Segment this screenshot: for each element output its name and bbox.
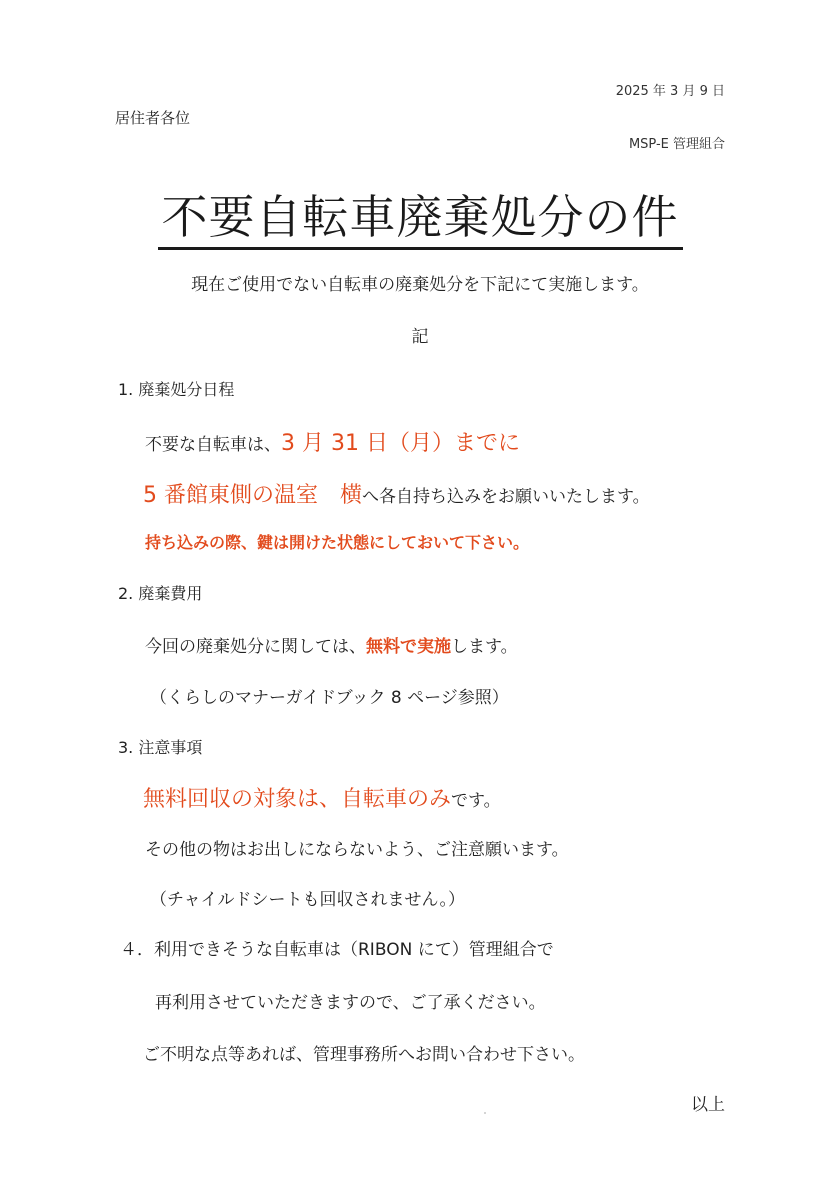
- page-title: [0, 190, 840, 250]
- section1-line2: [143, 478, 650, 509]
- section4-line2: 再利用させていただきますので、ご了承ください。: [155, 993, 546, 1013]
- section3-scope: 無料回収の対象は、自転車のみ: [143, 787, 452, 812]
- scan-speck: [484, 1112, 486, 1114]
- section2-line1-suffix: します。: [451, 637, 518, 657]
- section2-heading: 2. 廃棄費用: [118, 584, 203, 603]
- section2-line1: [145, 632, 518, 657]
- section3-line2: その他の物はお出しにならないよう、ご注意願います。: [145, 840, 569, 860]
- section1-heading: 1. 廃棄処分日程: [118, 380, 235, 399]
- section1-note: 持ち込みの際、鍵は開けた状態にしておいて下さい。: [145, 533, 530, 552]
- contact-text: ご不明な点等あれば、管理事務所へお問い合わせ下さい。: [143, 1045, 585, 1065]
- closing-text: 以上: [691, 1095, 725, 1115]
- section2-line1-prefix: 今回の廃棄処分に関しては、: [145, 637, 366, 657]
- section3-line1-suffix: です。: [451, 791, 501, 811]
- ki-marker: 記: [411, 327, 429, 347]
- section1-line1-prefix: 不要な自転車は、: [145, 435, 281, 455]
- section4-line1: ４．利用できそうな自転車は（RIBON にて）管理組合で: [120, 940, 554, 960]
- page-title-text: 不要自転車廃棄処分の件: [158, 192, 683, 250]
- issue-date: 2025 年 3 月 9 日: [615, 84, 725, 99]
- section3-line1: [143, 782, 501, 813]
- intro-text: 現在ご使用でない自転車の廃棄処分を下記にて実施します。: [191, 275, 649, 295]
- section2-reference: （くらしのマナーガイドブック 8 ページ参照）: [150, 688, 509, 708]
- recipients: 居住者各位: [115, 109, 191, 127]
- section1-line1: [145, 426, 520, 457]
- section1-deadline: 3 月 31 日（月）までに: [281, 431, 520, 456]
- section2-free-label: 無料で実施: [366, 637, 451, 657]
- section1-location: 5 番館東側の温室 横: [143, 483, 362, 508]
- section3-line3: （チャイルドシートも回収されません。）: [150, 890, 466, 910]
- sender: MSP-E 管理組合: [628, 137, 725, 152]
- section1-line2-suffix: へ各自持ち込みをお願いいたします。: [362, 487, 650, 507]
- section3-heading: 3. 注意事項: [118, 738, 203, 757]
